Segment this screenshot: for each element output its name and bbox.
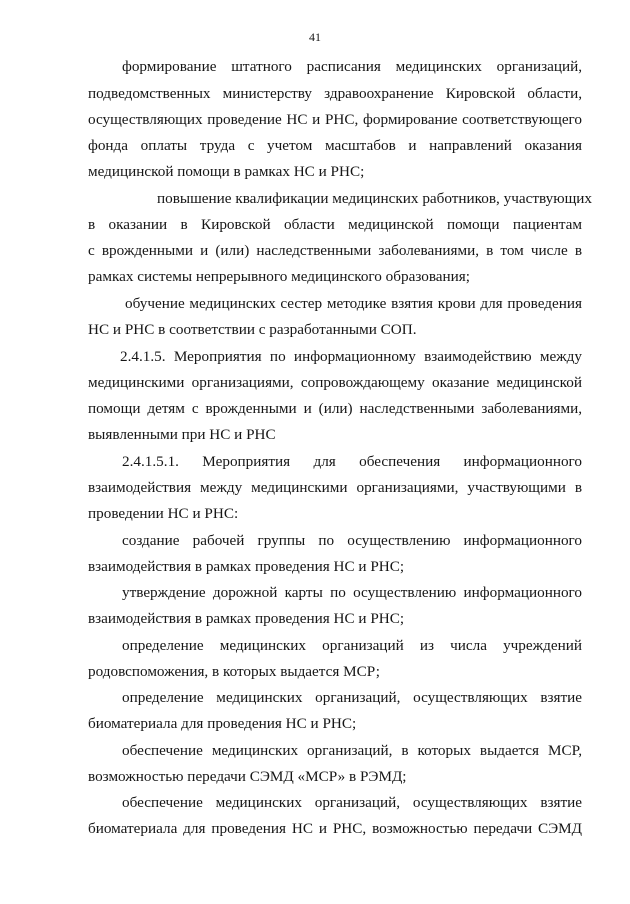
text-line: обеспечение медицинских организаций, осуществляющих взятие [122, 794, 582, 811]
text-line: биоматериала для проведения НС и РНС, возможностью передачи СЭМД [88, 820, 582, 837]
text-line: утверждение дорожной карты по осуществлению информационного [122, 584, 582, 601]
section-heading-line: взаимодействия между медицинскими организациями, участвующими в [88, 479, 582, 496]
text-line: возможностью передачи СЭМД «МСР» в РЭМД; [88, 768, 407, 785]
text-line: осуществляющих проведение НС и РНС, формирование соответствующего [88, 111, 582, 128]
page-number: 41 [309, 30, 321, 44]
text-line: биоматериала для проведения НС и РНС; [88, 715, 357, 732]
text-line: определение медицинских организаций из числа учреждений [122, 637, 582, 654]
text-line: формирование штатного расписания медицинских организаций, [122, 58, 582, 75]
text-line: взаимодействия в рамках проведения НС и РНС; [88, 610, 405, 627]
text-line: НС и РНС в соответствии с разработанными СОП. [88, 321, 417, 338]
section-heading-line: медицинскими организациями, сопровождающему оказание медицинской [88, 374, 582, 391]
text-line: подведомственных министерству здравоохранение Кировской области, [88, 85, 582, 102]
text-line: рамках системы непрерывного медицинского образования; [88, 268, 470, 285]
text-line: создание рабочей группы по осуществлению информационного [122, 532, 582, 549]
text-line: взаимодействия в рамках проведения НС и РНС; [88, 558, 405, 575]
section-heading-line: 2.4.1.5. Мероприятия по информационному взаимодействию между [120, 348, 582, 365]
text-line: фонда оплаты труда с учетом масштабов и направлений оказания [88, 137, 582, 154]
text-line: определение медицинских организаций, осуществляющих взятие [122, 689, 582, 706]
text-line: в оказании в Кировской области медицинской помощи пациентам [88, 216, 582, 233]
text-line: обеспечение медицинских организаций, в которых выдается МСР, [122, 742, 582, 759]
section-heading-line: проведении НС и РНС: [88, 505, 239, 522]
text-line: медицинской помощи в рамках НС и РНС; [88, 163, 365, 180]
section-heading-line: выявленными при НС и РНС [88, 426, 276, 443]
section-heading-line: помощи детям с врожденными и (или) наследственными заболеваниями, [88, 400, 582, 417]
text-line: с врожденными и (или) наследственными заболеваниями, в том числе в [88, 242, 582, 259]
section-heading-line: 2.4.1.5.1. Мероприятия для обеспечения информационного [122, 453, 582, 470]
text-line: повышение квалификации медицинских работников, участвующих [157, 190, 592, 207]
text-line: обучение медицинских сестер методике взятия крови для проведения [125, 295, 582, 312]
text-line: родовспоможения, в которых выдается МСР; [88, 663, 381, 680]
